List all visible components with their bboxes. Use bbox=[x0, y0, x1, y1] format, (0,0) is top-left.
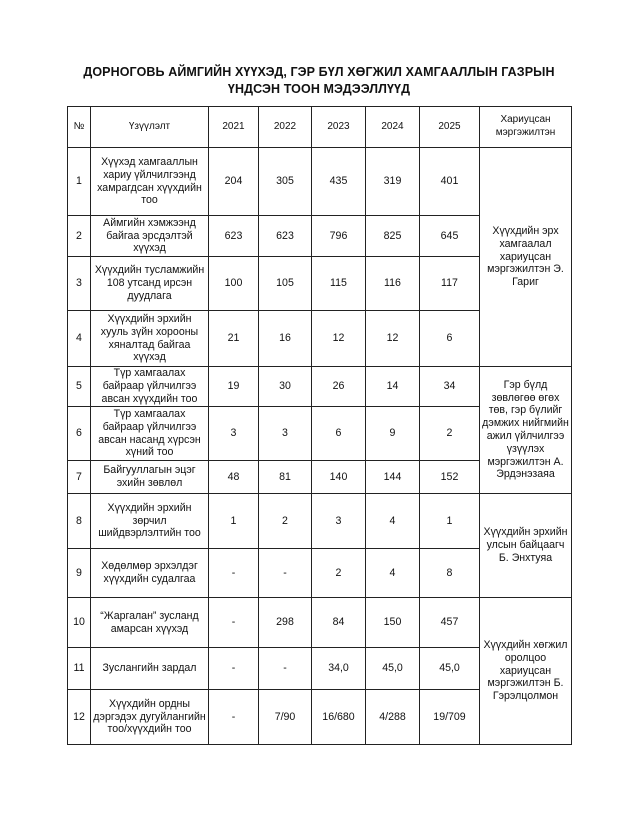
cell-2025: 19/709 bbox=[420, 690, 480, 745]
cell-2025: 6 bbox=[420, 311, 480, 367]
cell-2022: 30 bbox=[259, 367, 312, 407]
cell-2025: 152 bbox=[420, 461, 480, 494]
cell-2022: 105 bbox=[259, 257, 312, 311]
cell-2025: 645 bbox=[420, 216, 480, 257]
row-num: 12 bbox=[68, 690, 91, 745]
cell-2024: 45,0 bbox=[366, 648, 420, 690]
cell-2023: 435 bbox=[312, 148, 366, 216]
cell-2025: 117 bbox=[420, 257, 480, 311]
title-line-1: ДОРНОГОВЬ АЙМГИЙН ХҮҮХЭД, ГЭР БҮЛ ХӨГЖИЛ ХАМГААЛЛЫН ГАЗРЫН bbox=[83, 65, 555, 79]
cell-2023: 115 bbox=[312, 257, 366, 311]
cell-2023: 3 bbox=[312, 494, 366, 549]
responsible-cell: Хүүхдийн хөгжил оролцоо хариуцсан мэргэжилтэн Б. Гэрэлцолмон bbox=[480, 598, 572, 745]
cell-2024: 150 bbox=[366, 598, 420, 648]
table-row bbox=[68, 367, 572, 407]
cell-2023: 796 bbox=[312, 216, 366, 257]
cell-2024: 4/288 bbox=[366, 690, 420, 745]
cell-2021: - bbox=[209, 648, 259, 690]
row-indicator: Хүүхдийн эрхийн зөрчил шийдвэрлэлтийн тоо bbox=[91, 494, 209, 549]
row-indicator: Түр хамгаалах байраар үйлчилгээ авсан насанд хүрсэн хүний тоо bbox=[91, 407, 209, 461]
cell-2025: 457 bbox=[420, 598, 480, 648]
cell-2022: 2 bbox=[259, 494, 312, 549]
responsible-cell: Хүүхдийн эрх хамгаалал хариуцсан мэргэжилтэн Э. Гариг bbox=[480, 148, 572, 367]
cell-2025: 8 bbox=[420, 549, 480, 598]
row-indicator: “Жаргалан” зусланд амарсан хүүхэд bbox=[91, 598, 209, 648]
row-indicator: Байгууллагын эцэг эхийн зөвлөл bbox=[91, 461, 209, 494]
cell-2023: 12 bbox=[312, 311, 366, 367]
cell-2023: 16/680 bbox=[312, 690, 366, 745]
cell-2024: 144 bbox=[366, 461, 420, 494]
row-indicator: Хөдөлмөр эрхэлдэг хүүхдийн судалгаа bbox=[91, 549, 209, 598]
header-2025: 2025 bbox=[420, 107, 480, 148]
cell-2021: 19 bbox=[209, 367, 259, 407]
cell-2021: 204 bbox=[209, 148, 259, 216]
cell-2021: 623 bbox=[209, 216, 259, 257]
responsible-cell: Гэр бүлд зөвлөгөө өгөх төв, гэр бүлийг дэмжих нийгмийн ажил үйлчилгээ үзүүлэх мэргэжилтэн А. Эрдэнэзаяа bbox=[480, 367, 572, 494]
cell-2022: - bbox=[259, 549, 312, 598]
cell-2022: 305 bbox=[259, 148, 312, 216]
cell-2023: 26 bbox=[312, 367, 366, 407]
row-indicator: Хүүхдийн эрхийн хууль зүйн хорооны хяналтад байгаа хүүхэд bbox=[91, 311, 209, 367]
cell-2024: 14 bbox=[366, 367, 420, 407]
cell-2023: 6 bbox=[312, 407, 366, 461]
cell-2021: 3 bbox=[209, 407, 259, 461]
cell-2025: 34 bbox=[420, 367, 480, 407]
header-2022: 2022 bbox=[259, 107, 312, 148]
responsible-cell: Хүүхдийн эрхийн улсын байцаагч Б. Энхтуяа bbox=[480, 494, 572, 598]
header-responsible: Хариуцсан мэргэжилтэн bbox=[480, 107, 572, 148]
header-2024: 2024 bbox=[366, 107, 420, 148]
cell-2021: 21 bbox=[209, 311, 259, 367]
cell-2023: 84 bbox=[312, 598, 366, 648]
cell-2022: 16 bbox=[259, 311, 312, 367]
cell-2024: 825 bbox=[366, 216, 420, 257]
header-indicator: Үзүүлэлт bbox=[91, 107, 209, 148]
row-num: 9 bbox=[68, 549, 91, 598]
cell-2023: 2 bbox=[312, 549, 366, 598]
cell-2022: 7/90 bbox=[259, 690, 312, 745]
cell-2024: 12 bbox=[366, 311, 420, 367]
cell-2022: 298 bbox=[259, 598, 312, 648]
row-num: 5 bbox=[68, 367, 91, 407]
row-indicator: Зуслангийн зардал bbox=[91, 648, 209, 690]
row-num: 7 bbox=[68, 461, 91, 494]
row-num: 3 bbox=[68, 257, 91, 311]
row-num: 4 bbox=[68, 311, 91, 367]
cell-2025: 2 bbox=[420, 407, 480, 461]
header-num: № bbox=[68, 107, 91, 148]
cell-2024: 4 bbox=[366, 549, 420, 598]
cell-2022: 623 bbox=[259, 216, 312, 257]
cell-2022: 3 bbox=[259, 407, 312, 461]
cell-2025: 45,0 bbox=[420, 648, 480, 690]
cell-2021: - bbox=[209, 690, 259, 745]
header-2021: 2021 bbox=[209, 107, 259, 148]
row-num: 11 bbox=[68, 648, 91, 690]
table-row bbox=[68, 598, 572, 648]
cell-2021: 1 bbox=[209, 494, 259, 549]
cell-2021: - bbox=[209, 598, 259, 648]
cell-2023: 140 bbox=[312, 461, 366, 494]
document-title bbox=[0, 64, 638, 98]
cell-2021: 48 bbox=[209, 461, 259, 494]
cell-2025: 401 bbox=[420, 148, 480, 216]
cell-2024: 9 bbox=[366, 407, 420, 461]
cell-2022: 81 bbox=[259, 461, 312, 494]
header-row bbox=[68, 107, 572, 148]
cell-2024: 319 bbox=[366, 148, 420, 216]
cell-2024: 116 bbox=[366, 257, 420, 311]
row-indicator: Аймгийн хэмжээнд байгаа эрсдэлтэй хүүхэд bbox=[91, 216, 209, 257]
row-num: 10 bbox=[68, 598, 91, 648]
cell-2022: - bbox=[259, 648, 312, 690]
cell-2023: 34,0 bbox=[312, 648, 366, 690]
row-num: 6 bbox=[68, 407, 91, 461]
cell-2024: 4 bbox=[366, 494, 420, 549]
row-num: 8 bbox=[68, 494, 91, 549]
row-indicator: Хүүхдийн ордны дэргэдэх дугуйлангийн тоо/хүүхдийн тоо bbox=[91, 690, 209, 745]
row-indicator: Түр хамгаалах байраар үйлчилгээ авсан хүүхдийн тоо bbox=[91, 367, 209, 407]
table-row bbox=[68, 494, 572, 549]
row-indicator: Хүүхдийн тусламжийн 108 утсанд ирсэн дуудлага bbox=[91, 257, 209, 311]
table-row bbox=[68, 148, 572, 216]
header-2023: 2023 bbox=[312, 107, 366, 148]
statistics-table bbox=[67, 106, 572, 745]
row-indicator: Хүүхэд хамгааллын хариу үйлчилгээнд хамрагдсан хүүхдийн тоо bbox=[91, 148, 209, 216]
cell-2021: - bbox=[209, 549, 259, 598]
cell-2025: 1 bbox=[420, 494, 480, 549]
row-num: 2 bbox=[68, 216, 91, 257]
cell-2021: 100 bbox=[209, 257, 259, 311]
title-line-2: ҮНДСЭН ТООН МЭДЭЭЛЛҮҮД bbox=[227, 82, 411, 96]
row-num: 1 bbox=[68, 148, 91, 216]
